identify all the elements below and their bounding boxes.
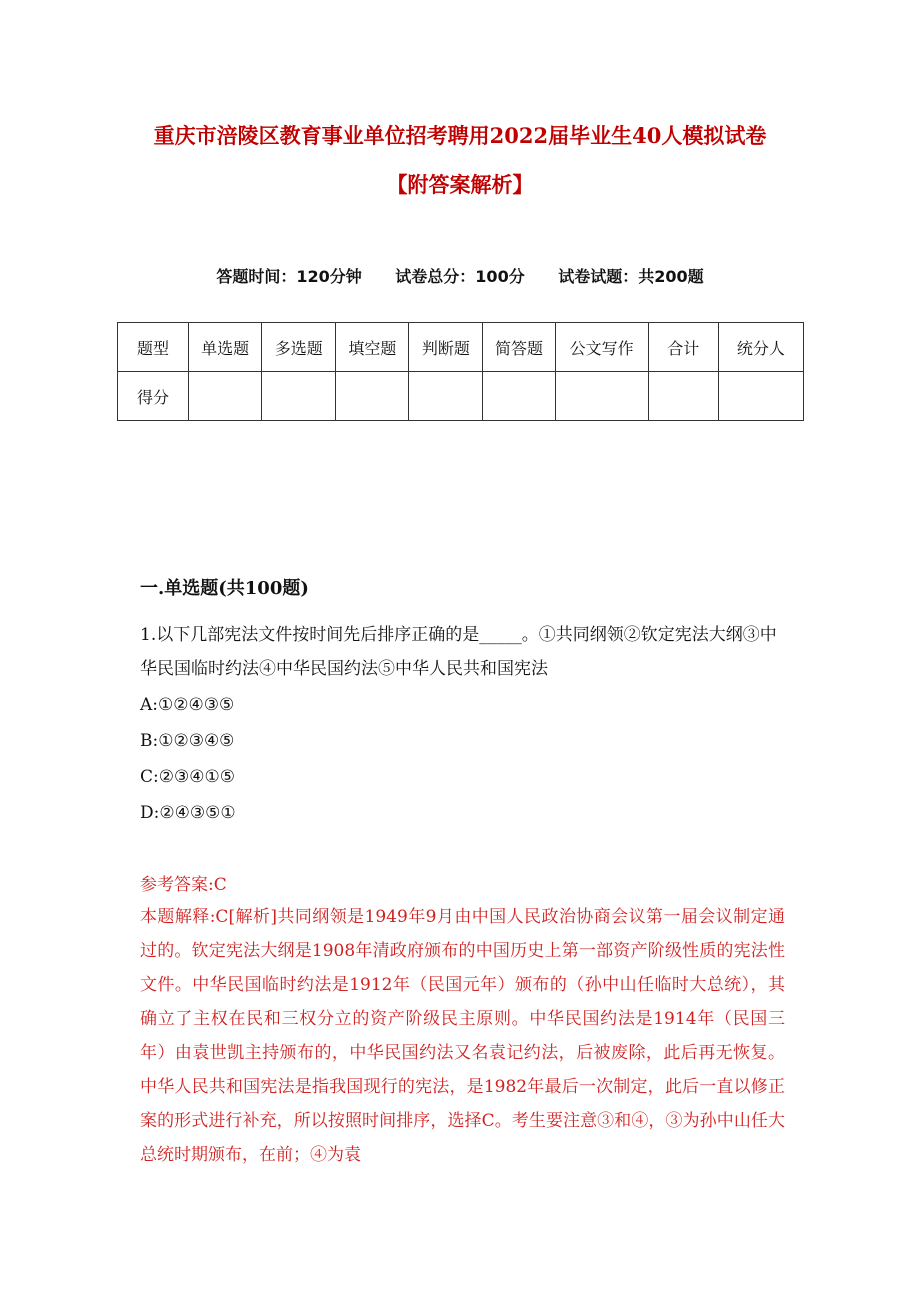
score-cell — [336, 372, 409, 421]
exam-total-score: 试卷总分：100分 — [395, 267, 525, 286]
score-table-row — [118, 372, 804, 421]
score-cell — [555, 372, 648, 421]
score-cell — [409, 372, 483, 421]
header-cell: 填空题 — [336, 323, 409, 372]
header-cell: 公文写作 — [555, 323, 648, 372]
header-cell: 统分人 — [718, 323, 803, 372]
exam-time: 答题时间：120分钟 — [216, 267, 362, 286]
header-cell: 单选题 — [189, 323, 262, 372]
header-cell: 简答题 — [483, 323, 555, 372]
score-table — [117, 322, 804, 421]
score-table-header-row — [118, 323, 804, 372]
header-cell: 题型 — [118, 323, 189, 372]
row-label: 得分 — [118, 372, 189, 421]
option-a: A:①②④③⑤ — [140, 695, 235, 715]
score-cell — [262, 372, 336, 421]
reference-answer: 参考答案:C — [140, 875, 227, 895]
document-subtitle: 【附答案解析】 — [386, 172, 534, 197]
header-cell: 判断题 — [409, 323, 483, 372]
document-title: 重庆市涪陵区教育事业单位招考聘用2022届毕业生40人模拟试卷 — [153, 123, 767, 148]
exam-meta — [0, 266, 920, 288]
score-cell — [718, 372, 803, 421]
score-cell — [648, 372, 718, 421]
option-c: C:②③④①⑤ — [140, 767, 235, 787]
header-cell: 多选题 — [262, 323, 336, 372]
score-cell — [483, 372, 555, 421]
section-title: 一.单选题(共100题) — [140, 578, 309, 599]
exam-question-count: 试卷试题：共200题 — [558, 267, 704, 286]
question-stem: 1.以下几部宪法文件按时间先后排序正确的是_____。①共同纲领②钦定宪法大纲③中华民国临时约法④中华民国约法⑤中华人民共和国宪法 — [140, 625, 777, 679]
score-cell — [189, 372, 262, 421]
answer-explanation: 本题解释:C[解析]共同纲领是1949年9月由中国人民政治协商会议第一届会议制定通过的。钦定宪法大纲是1908年清政府颁布的中国历史上第一部资产阶级性质的宪法性文件。中华民国临时约法是1912年（民国元年）颁布的（孙中山任临时大总统），其确立了主权在民和三权分立的资产阶级民主原则。中华民国约法是1914年（民国三年）由袁世凯主持颁布的，中华民国约法又名袁记约法，后被废除，此后再无恢复。中华人民共和国宪法是指我国现行的宪法，是1982年最后一次制定，此后一直以修正案的形式进行补充，所以按照时间排序，选择C。考生要注意③和④，③为孙中山任大总统时期颁布，在前；④为袁 — [140, 907, 785, 1165]
option-d: D:②④③⑤① — [140, 803, 236, 823]
option-b: B:①②③④⑤ — [140, 731, 235, 751]
header-cell: 合计 — [648, 323, 718, 372]
